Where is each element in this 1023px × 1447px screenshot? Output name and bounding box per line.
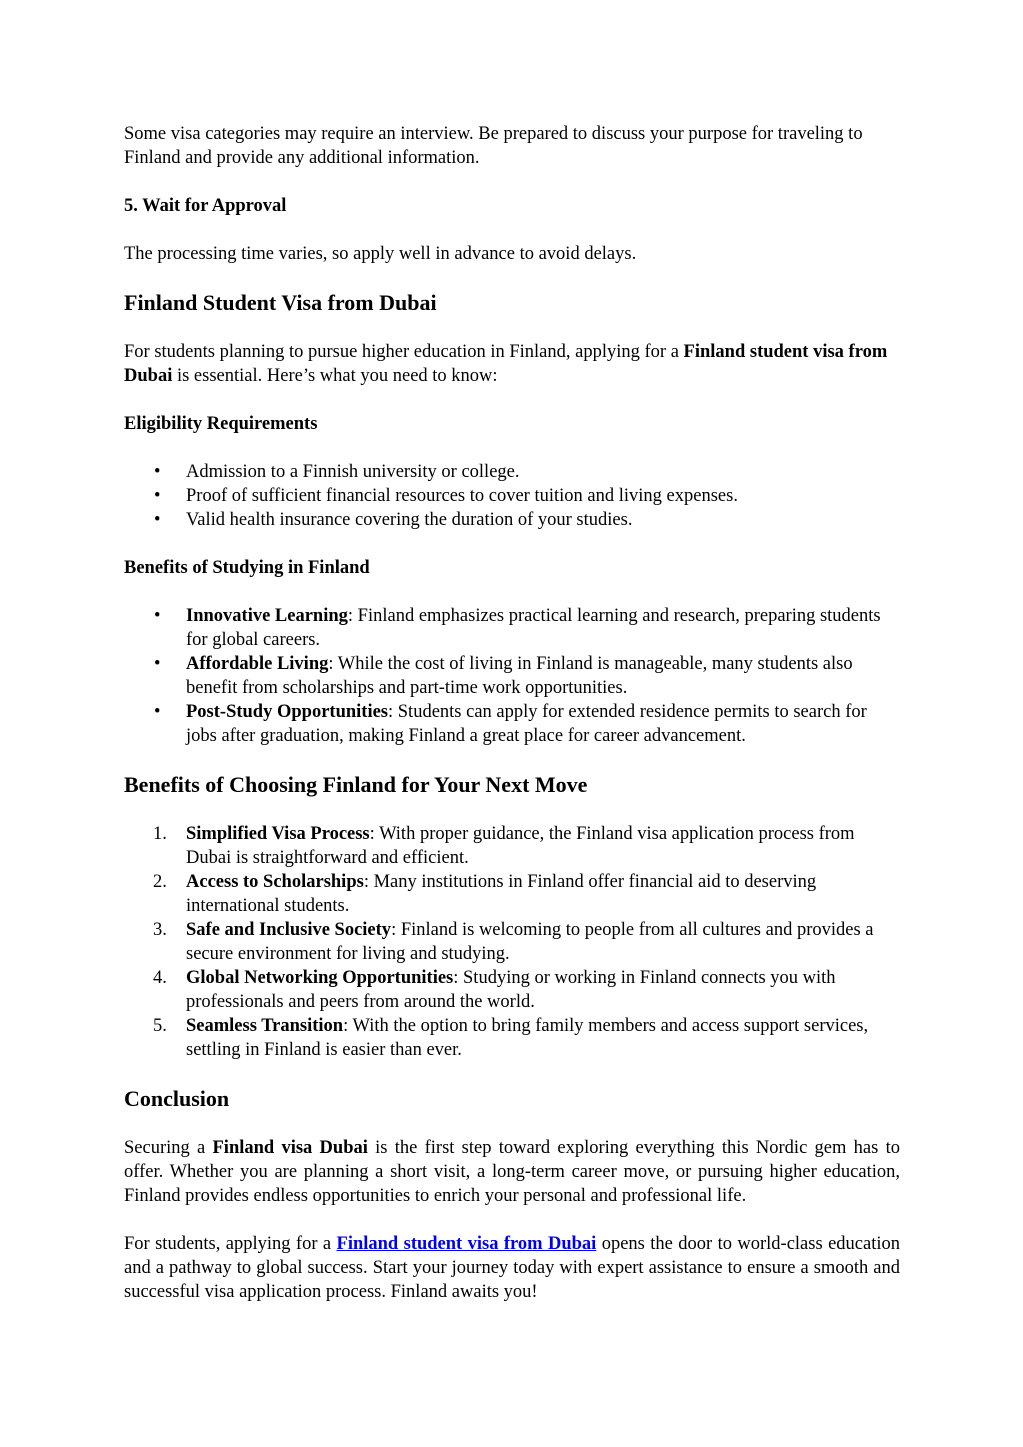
processing-time-paragraph: The processing time varies, so apply well in advance to avoid delays. xyxy=(124,244,637,264)
bullet-icon: • xyxy=(154,702,161,722)
list-item: 1. Simplified Visa Process: With proper guidance, the Finland visa application process from Dubai is straightforward and efficient. xyxy=(153,824,855,868)
bullet-icon: • xyxy=(154,510,161,530)
choosing-finland-list xyxy=(124,822,900,1062)
list-item: 5. Seamless Transition: With the option to bring family members and access support services, settling in Finland is easier than ever. xyxy=(153,1016,869,1060)
list-number: 2. xyxy=(153,872,167,892)
list-item: 4. Global Networking Opportunities: Studying or working in Finland connects you with professionals and peers from around the world. xyxy=(153,968,836,1012)
list-number: 4. xyxy=(153,968,167,988)
choosing-finland-heading: Benefits of Choosing Finland for Your Next Move xyxy=(124,772,588,797)
list-item: 3. Safe and Inclusive Society: Finland is welcoming to people from all cultures and provides a secure environment for living and studying. xyxy=(153,920,874,964)
conclusion-paragraph: Securing a Finland visa Dubai is the first step toward exploring everything this Nordic gem has to offer. Whether you are planning a short visit, a long-term career move, or pursuing higher education, Finland provides endless opportunities to enrich your personal and professional life. xyxy=(124,1138,900,1206)
list-item: 2. Access to Scholarships: Many institutions in Finland offer financial aid to deserving international students. xyxy=(153,872,817,916)
student-visa-intro: For students planning to pursue higher education in Finland, applying for a Finland student visa from Dubai is essential. Here’s what you need to know: xyxy=(124,342,888,386)
conclusion-bold-term: Finland visa Dubai xyxy=(212,1138,368,1158)
benefits-studying-heading: Benefits of Studying in Finland xyxy=(124,558,370,578)
bullet-icon: • xyxy=(154,486,161,506)
closing-paragraph: For students, applying for a Finland student visa from Dubai opens the door to world-class education and a pathway to global success. Start your journey today with expert assistance to ensure a smooth and successful visa application process. Finland awaits you! xyxy=(124,1234,900,1302)
benefits-studying-list xyxy=(124,604,900,748)
student-visa-link[interactable]: Finland student visa from Dubai xyxy=(336,1234,597,1254)
document-page xyxy=(124,122,900,1304)
list-item: • Proof of sufficient financial resources to cover tuition and living expenses. xyxy=(154,486,738,506)
list-item: • Affordable Living: While the cost of living in Finland is manageable, many students also benefit from scholarships and part-time work opportunities. xyxy=(154,654,853,698)
bullet-icon: • xyxy=(154,606,161,626)
step-5-heading: 5. Wait for Approval xyxy=(124,196,287,216)
list-item: • Valid health insurance covering the duration of your studies. xyxy=(154,510,633,530)
list-number: 1. xyxy=(153,824,167,844)
list-number: 5. xyxy=(153,1016,167,1036)
eligibility-list xyxy=(124,460,900,532)
student-visa-heading: Finland Student Visa from Dubai xyxy=(124,290,437,315)
list-number: 3. xyxy=(153,920,167,940)
list-item: • Innovative Learning: Finland emphasizes practical learning and research, preparing students for global careers. xyxy=(154,606,881,650)
bullet-icon: • xyxy=(154,462,161,482)
conclusion-heading: Conclusion xyxy=(124,1086,230,1111)
list-item: • Post-Study Opportunities: Students can apply for extended residence permits to search for jobs after graduation, making Finland a great place for career advancement. xyxy=(154,702,867,746)
interview-paragraph: Some visa categories may require an interview. Be prepared to discuss your purpose for traveling to Finland and provide any additional information. xyxy=(124,124,863,168)
list-item: • Admission to a Finnish university or college. xyxy=(154,462,520,482)
student-visa-bold-term: Finland student visa from Dubai xyxy=(124,342,888,386)
bullet-icon: • xyxy=(154,654,161,674)
eligibility-heading: Eligibility Requirements xyxy=(124,414,318,434)
